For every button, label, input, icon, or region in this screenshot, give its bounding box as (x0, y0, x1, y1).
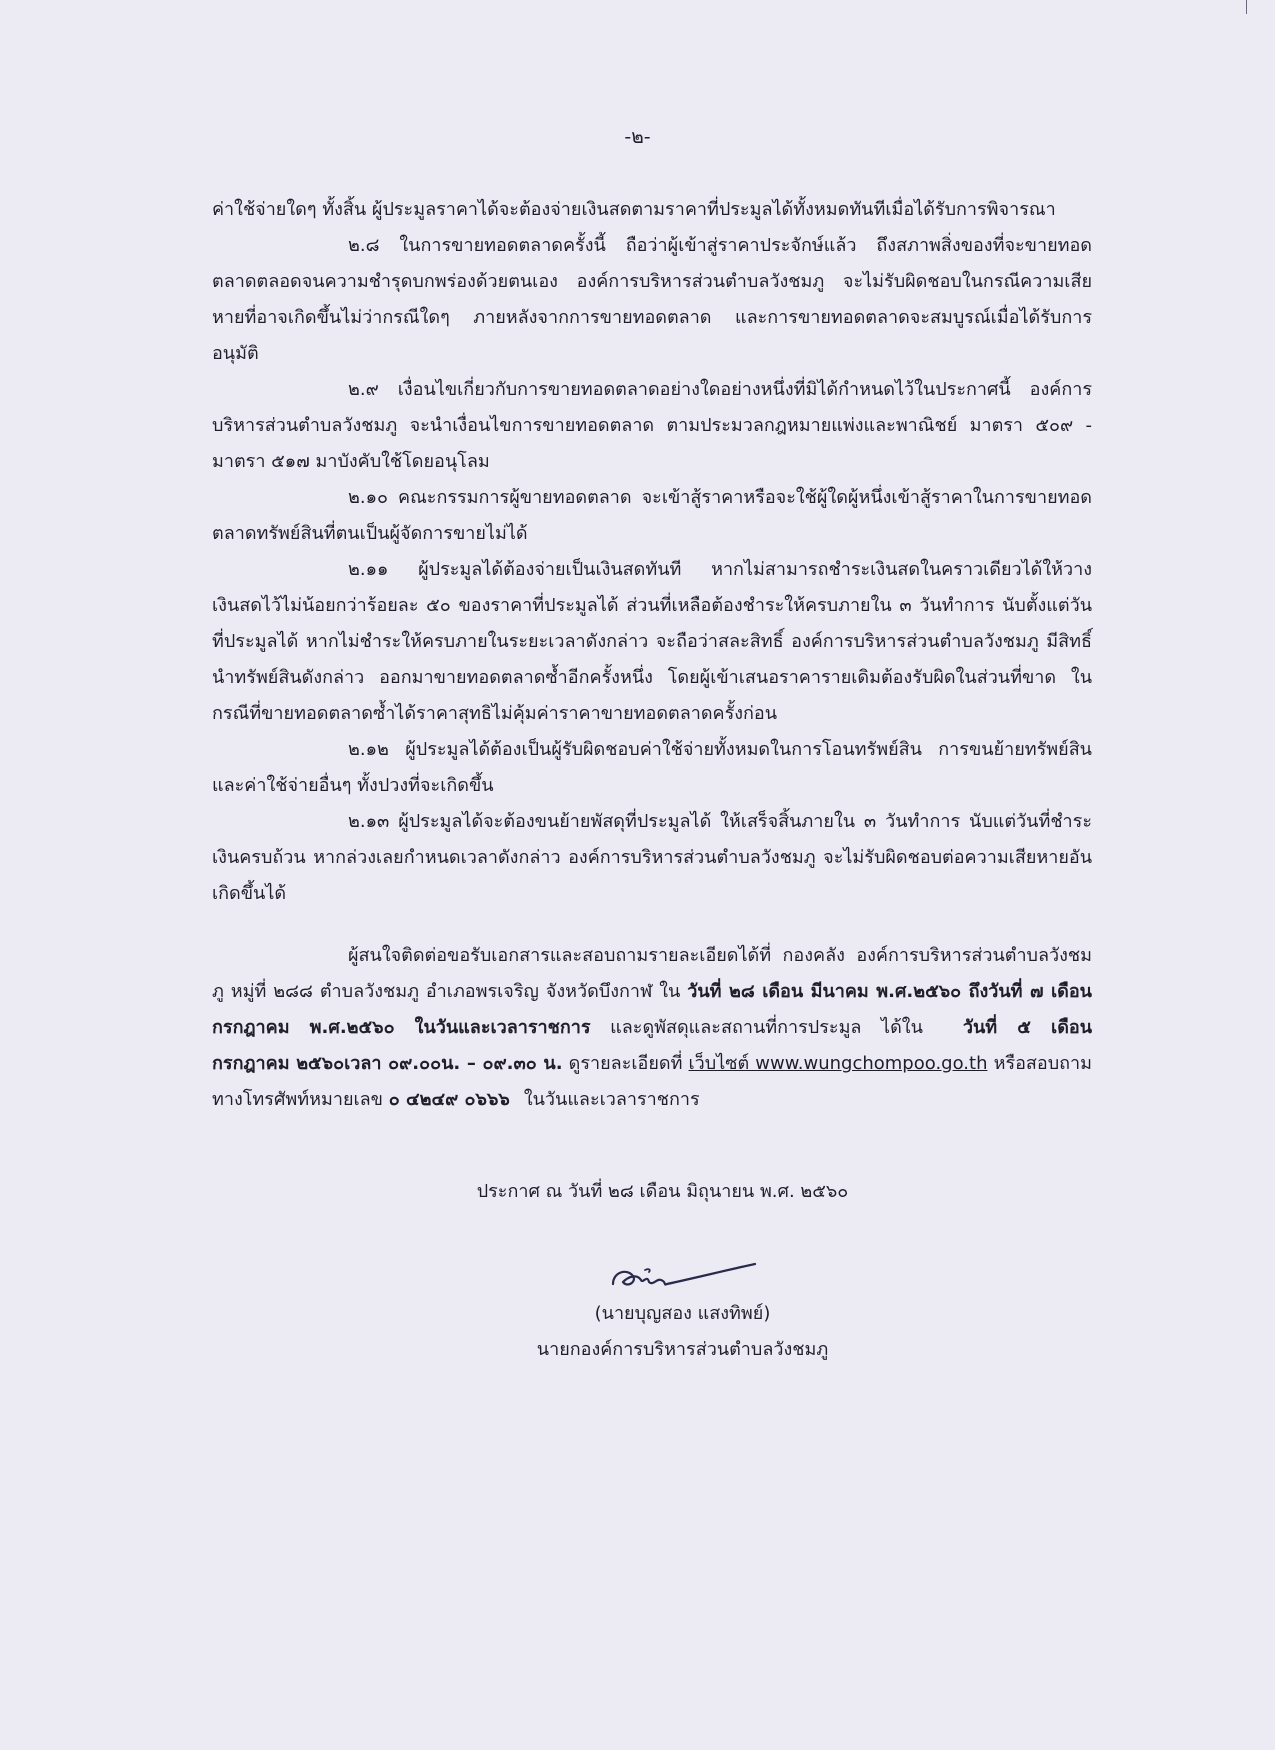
signature-image (605, 1256, 765, 1296)
paragraph-2-13 (212, 804, 1092, 912)
signer-title: นายกองค์การบริหารส่วนตำบลวังชมภู (536, 1339, 829, 1360)
notice-text: ดูรายละเอียดที่ (568, 1053, 683, 1074)
contact-notice (212, 938, 1092, 1118)
paragraph-text: ๒.๘ ในการขายทอดตลาดครั้งนี้ ถือว่าผู้เข้าสู่ราคาประจักษ์แล้ว ถึงสภาพสิ่งของที่จะขายทอดตลาดตลอดจนความชำรุดบกพร่องด้วยตนเอง องค์การบริหารส่วนตำบลวังชมภู จะไม่รับผิดชอบในกรณีความเสียหายที่อาจเกิดขึ้นไม่ว่ากรณีใดๆ ภายหลังจากการขายทอดตลาด และการขายทอดตลาดจะสมบูรณ์เมื่อได้รับการอนุมัติ (212, 235, 1092, 364)
paragraph-2-12 (212, 732, 1092, 804)
paragraph-2-11 (212, 552, 1092, 732)
paragraph-text: ๒.๑๑ ผู้ประมูลได้ต้องจ่ายเป็นเงินสดทันที หากไม่สามารถชำระเงินสดในคราวเดียวได้ให้วางเงินสดไว้ไม่น้อยกว่าร้อยละ ๕๐ ของราคาที่ประมูลได้ ส่วนที่เหลือต้องชำระให้ครบภายใน ๓ วันทำการ นับตั้งแต่วันที่ประมูลได้ หากไม่ชำระให้ครบภายในระยะเวลาดังกล่าว จะถือว่าสละสิทธิ์ องค์การบริหารส่วนตำบลวังชมภู มีสิทธิ์นำทรัพย์สินดังกล่าว ออกมาขายทอดตลาดซ้ำอีกครั้งหนึ่ง โดยผู้เข้าเสนอราคารายเดิมต้องรับผิดในส่วนที่ขาด ในกรณีที่ขายทอดตลาดซ้ำได้ราคาสุทธิไม่คุ้มค่าราคาขายทอดตลาดครั้งก่อน (212, 559, 1092, 724)
notice-text: และดูพัสดุและสถานที่การประมูล ได้ใน (610, 1017, 923, 1038)
notice-period-bold: วันที่ ๒๘ เดือน มีนาคม พ.ศ.๒๕๖๐ ถึงวันที่ ๗ เดือน กรกฎาคม พ.ศ.๒๕๖๐ ในวันและเวลาราชการ (212, 981, 1092, 1038)
scan-edge-line (1246, 0, 1247, 14)
paragraph-text: ๒.๙ เงื่อนไขเกี่ยวกับการขายทอดตลาดอย่างใดอย่างหนึ่งที่มิได้กำหนดไว้ในประกาศนี้ องค์การบริหารส่วนตำบลวังชมภู จะนำเงื่อนไขการขายทอดตลาด ตามประมวลกฎหมายแพ่งและพาณิชย์ มาตรา ๕๐๙ - มาตรา ๕๑๗ มาบังคับใช้โดยอนุโลม (212, 379, 1092, 472)
notice-text: ในวันและเวลาราชการ (523, 1089, 700, 1110)
page-number: -๒- (624, 126, 651, 148)
paragraph-text: ๒.๑๒ ผู้ประมูลได้ต้องเป็นผู้รับผิดชอบค่าใช้จ่ายทั้งหมดในการโอนทรัพย์สิน การขนย้ายทรัพย์สิน และค่าใช้จ่ายอื่นๆ ทั้งปวงที่จะเกิดขึ้น (212, 739, 1092, 796)
announcement-date: ประกาศ ณ วันที่ ๒๘ เดือน มิถุนายน พ.ศ. ๒๕๖๐ (476, 1181, 849, 1202)
notice-text: หรือสอบถามทางโทรศัพท์หมายเลข (212, 1053, 1093, 1110)
notice-text: ผู้สนใจติดต่อขอรับเอกสารและสอบถามรายละเอียดได้ที่ กองคลัง องค์การบริหารส่วนตำบลวังชมภู หมู่ที่ ๒๘๘ ตำบลวังชมภู อำเภอพรเจริญ จังหวัดบึงกาฬ ใน (212, 945, 1092, 1002)
phone-number: ๐ ๔๒๔๙ ๐๖๖๖ (388, 1089, 510, 1110)
document-body (212, 192, 1092, 1118)
signer-name: (นายบุญสอง แสงทิพย์) (594, 1303, 771, 1324)
paragraph-2-10 (212, 480, 1092, 552)
inspection-date-bold: วันที่ ๕ เดือน กรกฎาคม ๒๕๖๐เวลา ๐๙.๐๐น. – ๐๙.๓๐ น. (212, 1017, 1092, 1074)
paragraph-2-9 (212, 372, 1092, 480)
paragraph-continuation (212, 192, 1092, 228)
website-link[interactable]: เว็บไซต์ www.wungchompoo.go.th (688, 1053, 988, 1074)
paragraph-text: ๒.๑๐ คณะกรรมการผู้ขายทอดตลาด จะเข้าสู้ราคาหรือจะใช้ผู้ใดผู้หนึ่งเข้าสู้ราคาในการขายทอดตลาดทรัพย์สินที่ตนเป็นผู้จัดการขายไม่ได้ (212, 487, 1092, 544)
paragraph-2-8 (212, 228, 1092, 372)
paragraph-text: ๒.๑๓ ผู้ประมูลได้จะต้องขนย้ายพัสดุที่ประมูลได้ ให้เสร็จสิ้นภายใน ๓ วันทำการ นับแต่วันที่ชำระเงินครบถ้วน หากล่วงเลยกำหนดเวลาดังกล่าว องค์การบริหารส่วนตำบลวังชมภู จะไม่รับผิดชอบต่อความเสียหายอันเกิดขึ้นได้ (212, 811, 1092, 904)
paragraph-text: ค่าใช้จ่ายใดๆ ทั้งสิ้น ผู้ประมูลราคาได้จะต้องจ่ายเงินสดตามราคาที่ประมูลได้ทั้งหมดทันทีเมื่อได้รับการพิจารณา (212, 199, 1056, 220)
